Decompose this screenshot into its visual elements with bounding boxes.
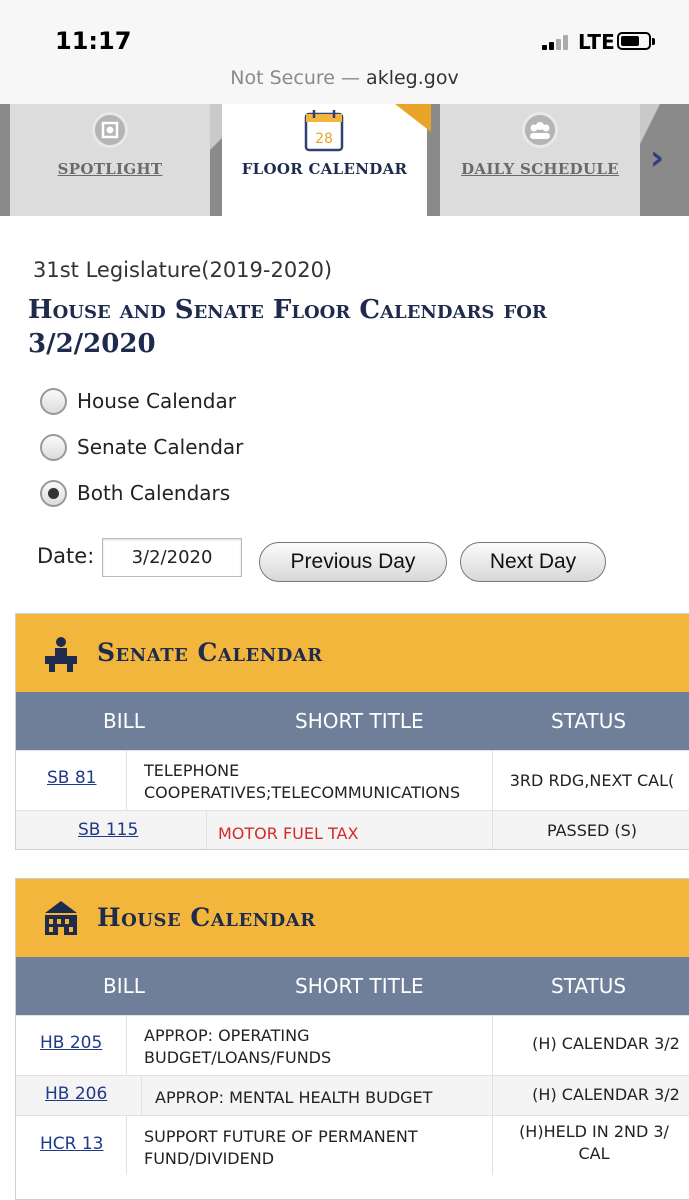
house-calendar-title: House Calendar <box>97 903 316 932</box>
radio-both-calendars[interactable]: Both Calendars <box>40 478 230 508</box>
house-table-header <box>16 957 689 1015</box>
table-row <box>16 810 689 850</box>
date-input[interactable]: 3/2/2020 <box>102 538 242 577</box>
column-status: STATUS <box>551 974 627 998</box>
table-row <box>16 1075 689 1115</box>
table-row <box>16 1015 689 1075</box>
tab-floor-calendar[interactable] <box>222 104 427 218</box>
house-calendar-panel <box>15 878 689 1200</box>
column-short-title: SHORT TITLE <box>295 974 424 998</box>
network-label: LTE <box>578 30 615 54</box>
table-row <box>16 1115 689 1175</box>
column-bill: BILL <box>103 974 145 998</box>
date-label: Date: <box>37 544 95 568</box>
bill-status: (H)HELD IN 2ND 3/ CAL <box>519 1122 669 1163</box>
bill-title: APPROP: MENTAL HEALTH BUDGET <box>155 1088 433 1107</box>
senate-table-header <box>16 692 689 750</box>
clock: 11:17 <box>55 27 132 55</box>
signal-icon <box>542 34 572 50</box>
chevron-right-icon[interactable]: › <box>650 138 665 178</box>
status-bar <box>0 0 689 104</box>
bill-link[interactable]: SB 115 <box>78 820 139 840</box>
senate-calendar-header <box>16 614 689 692</box>
bill-status: PASSED (S) <box>546 821 638 840</box>
next-day-button[interactable]: Next Day <box>460 542 606 582</box>
tab-daily-schedule[interactable] <box>440 104 640 216</box>
senate-calendar-panel <box>15 613 689 850</box>
bill-link[interactable]: HCR 13 <box>40 1134 104 1154</box>
tab-spotlight[interactable] <box>10 104 210 216</box>
column-short-title: SHORT TITLE <box>295 709 424 733</box>
legislature-label: 31st Legislature(2019-2020) <box>33 258 333 282</box>
radio-house-calendar[interactable]: House Calendar <box>40 386 236 416</box>
bill-status: (H) CALENDAR 3/2 <box>532 1034 680 1053</box>
tab-daily-schedule-label: DAILY SCHEDULE <box>461 160 619 178</box>
bill-link[interactable]: SB 81 <box>47 768 97 788</box>
tab-spotlight-label: SPOTLIGHT <box>57 160 163 178</box>
previous-day-button[interactable]: Previous Day <box>259 542 447 582</box>
capitol-building-icon <box>41 899 81 939</box>
tab-bar <box>0 104 689 216</box>
radio-senate-calendar[interactable]: Senate Calendar <box>40 432 243 462</box>
security-label: Not Secure — <box>230 67 360 89</box>
svg-text:28: 28 <box>315 131 333 147</box>
page-title: House and Senate Floor Calendars for 3/2/2020 <box>28 295 547 359</box>
column-status: STATUS <box>551 709 627 733</box>
calendar-icon <box>304 108 344 152</box>
podium-icon <box>41 634 81 674</box>
tab-floor-calendar-label: FLOOR CALENDAR <box>241 160 408 178</box>
radio-button[interactable] <box>40 434 67 461</box>
house-calendar-header <box>16 879 689 957</box>
battery-icon <box>617 32 651 50</box>
bill-status: (H) CALENDAR 3/2 <box>532 1085 680 1104</box>
bill-status: 3RD RDG,NEXT CAL( <box>509 771 675 790</box>
bill-link[interactable]: HB 205 <box>40 1033 103 1053</box>
table-row <box>16 750 689 810</box>
radio-button[interactable] <box>40 388 67 415</box>
gear-icon <box>92 112 128 148</box>
people-icon <box>522 112 558 148</box>
bill-title: MOTOR FUEL TAX <box>218 824 359 843</box>
domain-label: akleg.gov <box>366 67 459 89</box>
bill-title: SUPPORT FUTURE OF PERMANENT FUND/DIVIDEND <box>144 1127 418 1168</box>
bill-link[interactable]: HB 206 <box>45 1084 108 1104</box>
radio-button[interactable] <box>40 480 67 507</box>
column-bill: BILL <box>103 709 145 733</box>
address-bar[interactable] <box>0 67 689 89</box>
senate-calendar-title: Senate Calendar <box>97 638 323 667</box>
bill-title: TELEPHONE COOPERATIVES;TELECOMMUNICATIONS <box>144 761 461 802</box>
bill-title: APPROP: OPERATING BUDGET/LOANS/FUNDS <box>144 1026 332 1067</box>
